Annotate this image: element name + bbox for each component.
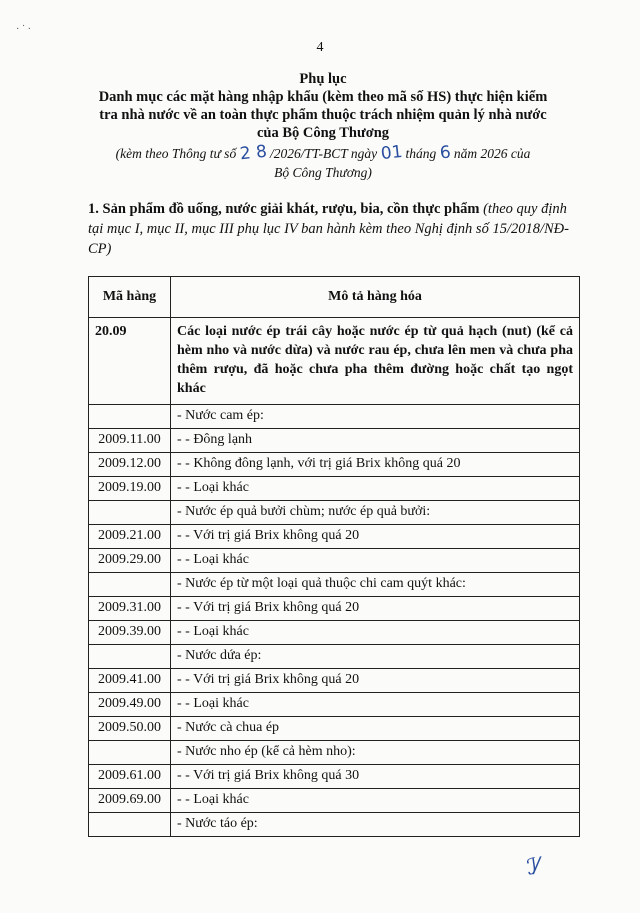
handwritten-month: 6 <box>438 142 452 164</box>
goods-description: - - Loại khác <box>171 477 580 501</box>
goods-description: - - Loại khác <box>171 549 580 573</box>
header-code: Mã hàng <box>89 277 171 318</box>
section-note: (theo quy định tại mục I, mục II, mục III phụ lục IV ban hành kèm theo Nghị định số 15/2018/NĐ-CP) <box>88 201 569 257</box>
table-row <box>89 549 580 573</box>
table-row <box>89 765 580 789</box>
hs-code <box>89 813 171 837</box>
ref-month-label: tháng <box>405 146 437 161</box>
table-row <box>89 813 580 837</box>
hs-code: 2009.29.00 <box>89 549 171 573</box>
table-row <box>89 669 580 693</box>
table-row <box>89 501 580 525</box>
table-row <box>89 597 580 621</box>
goods-description: - Nước cà chua ép <box>171 717 580 741</box>
hs-code: 2009.41.00 <box>89 669 171 693</box>
ref-year: năm 2026 của <box>453 146 531 161</box>
table-row <box>89 645 580 669</box>
goods-description: - Nước cam ép: <box>171 405 580 429</box>
goods-description: - Nước ép từ một loại quả thuộc chi cam quýt khác: <box>171 573 580 597</box>
goods-description: - - Đông lạnh <box>171 429 580 453</box>
goods-description: - - Loại khác <box>171 621 580 645</box>
title-line-1: Danh mục các mặt hàng nhập khẩu (kèm theo mã số HS) thực hiện kiểm <box>98 89 548 105</box>
page-number: 4 <box>316 40 324 55</box>
goods-description: - - Với trị giá Brix không quá 20 <box>171 525 580 549</box>
hs-code <box>89 645 171 669</box>
table-row <box>89 405 580 429</box>
goods-description: - Nước ép quả bưởi chùm; nước ép quả bưởi: <box>171 501 580 525</box>
table-row <box>89 318 580 405</box>
hs-code <box>89 501 171 525</box>
section-title <box>88 199 578 259</box>
table-row <box>89 717 580 741</box>
handwritten-initials: ℐ⁄ <box>525 854 539 881</box>
goods-description: - - Với trị giá Brix không quá 20 <box>171 669 580 693</box>
hs-code: 2009.49.00 <box>89 693 171 717</box>
table-row <box>89 621 580 645</box>
hs-code: 2009.50.00 <box>89 717 171 741</box>
ref-prefix: (kèm theo Thông tư số <box>115 146 237 161</box>
goods-description: - Nước táo ép: <box>171 813 580 837</box>
table-row <box>89 741 580 765</box>
goods-description: - Nước nho ép (kể cả hèm nho): <box>171 741 580 765</box>
title-line-3: của Bộ Công Thương <box>256 125 390 141</box>
goods-description: - - Loại khác <box>171 789 580 813</box>
hs-code: 2009.21.00 <box>89 525 171 549</box>
goods-table <box>88 276 580 837</box>
section-lead: 1. Sản phẩm đồ uống, nước giải khát, rượu, bia, cồn thực phẩm <box>88 201 480 217</box>
hs-code: 20.09 <box>89 318 171 405</box>
goods-description: Các loại nước ép trái cây hoặc nước ép từ quả hạch (nut) (kể cả hèm nho và nước dừa) và nước rau ép, chưa lên men và chưa pha thêm rượu, đã hoặc chưa pha thêm đường hoặc chất tạo ngọt khác <box>171 318 580 405</box>
document-title-block <box>88 70 558 142</box>
hs-code: 2009.61.00 <box>89 765 171 789</box>
issuing-reference <box>88 141 558 182</box>
table-row <box>89 525 580 549</box>
hs-code: 2009.39.00 <box>89 621 171 645</box>
handwritten-day: 01 <box>379 141 404 165</box>
appendix-title: Phụ lục <box>299 71 347 87</box>
goods-description: - Nước dứa ép: <box>171 645 580 669</box>
table-row <box>89 789 580 813</box>
hs-code <box>89 741 171 765</box>
table-row <box>89 429 580 453</box>
table-row <box>89 693 580 717</box>
hs-code <box>89 573 171 597</box>
header-description: Mô tả hàng hóa <box>171 277 580 318</box>
hs-code: 2009.31.00 <box>89 597 171 621</box>
table-row <box>89 477 580 501</box>
hs-code: 2009.19.00 <box>89 477 171 501</box>
hs-code <box>89 405 171 429</box>
hs-code: 2009.12.00 <box>89 453 171 477</box>
goods-description: - - Loại khác <box>171 693 580 717</box>
scan-speck: · ˙ · <box>16 24 31 35</box>
title-line-2: tra nhà nước về an toàn thực phẩm thuộc trách nhiệm quản lý nhà nước <box>99 107 547 123</box>
hs-code: 2009.11.00 <box>89 429 171 453</box>
goods-description: - - Với trị giá Brix không quá 20 <box>171 597 580 621</box>
issuing-reference-line-2: Bộ Công Thương) <box>274 165 372 180</box>
handwritten-circular-number: 2 8 <box>238 141 268 165</box>
ref-circular-code: /2026/TT-BCT ngày <box>270 146 378 161</box>
hs-code: 2009.69.00 <box>89 789 171 813</box>
goods-description: - - Không đông lạnh, với trị giá Brix không quá 20 <box>171 453 580 477</box>
table-header-row <box>89 277 580 318</box>
table-row <box>89 453 580 477</box>
goods-description: - - Với trị giá Brix không quá 30 <box>171 765 580 789</box>
issuing-reference-line-1 <box>88 141 558 165</box>
table-row <box>89 573 580 597</box>
